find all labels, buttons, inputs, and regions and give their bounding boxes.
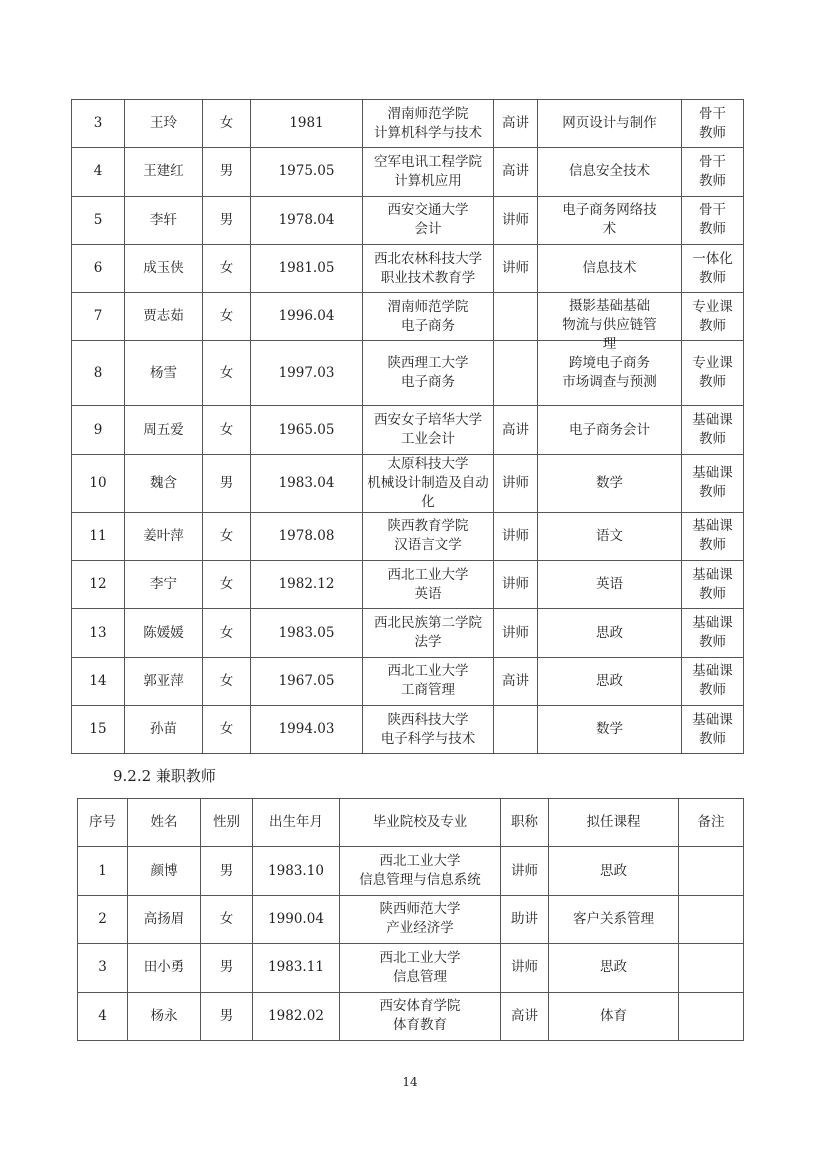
cell-no: 13 — [72, 609, 125, 657]
cell-note-line: 一体化 — [692, 250, 733, 267]
cell-no: 9 — [72, 406, 125, 454]
cell-courses-line: 理 — [602, 336, 617, 353]
cell-no: 7 — [72, 293, 125, 341]
cell-note-line: 教师 — [699, 484, 726, 501]
cell-name: 李轩 — [125, 196, 203, 244]
cell-course: 客户关系管理 — [549, 895, 679, 943]
cell-note-line: 教师 — [699, 317, 726, 334]
cell-gender: 女 — [203, 512, 251, 560]
major-name: 汉语言文学 — [394, 537, 462, 554]
cell-school-major — [363, 196, 494, 244]
cell-gender: 男 — [201, 847, 253, 895]
table-row — [72, 148, 744, 196]
table-row — [78, 895, 744, 943]
cell-no: 3 — [72, 100, 125, 148]
cell-name: 孙苗 — [125, 705, 203, 753]
cell-school-major — [363, 705, 494, 753]
cell-birth: 1997.03 — [251, 341, 363, 406]
cell-school-major — [340, 847, 501, 895]
major-name: 英语 — [414, 585, 442, 602]
cell-note — [682, 148, 744, 196]
cell-name: 郭亚萍 — [125, 657, 203, 705]
cell-gender: 男 — [203, 454, 251, 512]
table-row — [72, 609, 744, 657]
cell-courses-line: 摄影基础基础 — [569, 298, 650, 315]
cell-title: 讲师 — [494, 454, 538, 512]
cell-title: 高讲 — [494, 406, 538, 454]
cell-courses — [538, 657, 682, 705]
cell-title: 讲师 — [501, 944, 549, 992]
cell-note — [682, 512, 744, 560]
cell-birth: 1994.03 — [251, 705, 363, 753]
cell-title: 高讲 — [501, 992, 549, 1040]
cell-no: 14 — [72, 657, 125, 705]
major-name: 机械设计制造及自动化 — [367, 474, 489, 510]
cell-note-line: 基础课 — [692, 663, 733, 680]
table-row — [72, 196, 744, 244]
major-name: 产业经济学 — [386, 920, 454, 937]
cell-gender: 男 — [201, 992, 253, 1040]
section-heading: 9.2.2 兼职教师 — [113, 767, 216, 785]
cell-courses-line: 信息技术 — [582, 260, 637, 277]
cell-birth: 1996.04 — [251, 293, 363, 341]
cell-courses — [538, 705, 682, 753]
cell-name: 田小勇 — [128, 944, 201, 992]
cell-gender: 女 — [203, 100, 251, 148]
major-name: 工商管理 — [401, 682, 455, 699]
cell-note-line: 基础课 — [692, 711, 733, 728]
cell-note-line: 基础课 — [692, 566, 733, 583]
major-name: 法学 — [414, 634, 442, 651]
major-name: 工业会计 — [401, 431, 455, 448]
cell-school-major — [340, 944, 501, 992]
cell-course: 体育 — [549, 992, 679, 1040]
cell-no: 15 — [72, 705, 125, 753]
cell-school-major — [340, 895, 501, 943]
cell-title: 高讲 — [494, 148, 538, 196]
cell-courses-line: 物流与供应链管 — [562, 317, 657, 334]
cell-courses — [538, 609, 682, 657]
cell-birth: 1983.05 — [251, 609, 363, 657]
cell-note — [679, 944, 744, 992]
cell-birth: 1981.05 — [251, 244, 363, 292]
cell-school-major — [363, 244, 494, 292]
parttime-teachers-table — [77, 798, 744, 1041]
cell-birth: 1975.05 — [251, 148, 363, 196]
cell-title: 讲师 — [494, 244, 538, 292]
cell-name: 杨永 — [128, 992, 201, 1040]
header-birth: 出生年月 — [253, 799, 340, 847]
cell-school-major — [363, 100, 494, 148]
cell-course: 思政 — [549, 944, 679, 992]
header-school-major: 毕业院校及专业 — [340, 799, 501, 847]
cell-courses-line: 市场调查与预测 — [562, 374, 657, 391]
cell-no: 4 — [78, 992, 128, 1040]
cell-courses-line: 思政 — [596, 672, 623, 689]
cell-name: 王建红 — [125, 148, 203, 196]
table-row — [72, 512, 744, 560]
cell-note — [682, 705, 744, 753]
school-name: 渭南师范学院 — [387, 298, 469, 315]
table-row — [72, 561, 744, 609]
cell-name: 李宁 — [125, 561, 203, 609]
cell-school-major — [363, 657, 494, 705]
cell-birth: 1978.04 — [251, 196, 363, 244]
cell-course: 思政 — [549, 847, 679, 895]
cell-no: 3 — [78, 944, 128, 992]
cell-note-line: 基础课 — [692, 412, 733, 429]
school-name: 陕西科技大学 — [387, 711, 469, 728]
cell-courses-line: 术 — [602, 221, 617, 238]
cell-courses — [538, 244, 682, 292]
school-name: 西安交通大学 — [387, 202, 469, 219]
cell-school-major — [363, 561, 494, 609]
major-name: 电子商务 — [401, 374, 455, 391]
cell-name: 姜叶萍 — [125, 512, 203, 560]
cell-title — [494, 293, 538, 341]
cell-note-line: 教师 — [699, 634, 726, 651]
cell-note-line: 基础课 — [692, 518, 733, 535]
cell-note-line: 基础课 — [692, 615, 733, 632]
table-header-row — [78, 799, 744, 847]
school-name: 西安女子培华大学 — [374, 412, 482, 429]
cell-note-line: 教师 — [699, 221, 726, 238]
cell-gender: 男 — [203, 196, 251, 244]
cell-no: 5 — [72, 196, 125, 244]
cell-no: 12 — [72, 561, 125, 609]
cell-title: 讲师 — [494, 196, 538, 244]
cell-note — [682, 293, 744, 341]
cell-school-major — [363, 609, 494, 657]
cell-no: 2 — [78, 895, 128, 943]
cell-courses-line: 语文 — [596, 527, 623, 544]
cell-gender: 女 — [203, 705, 251, 753]
cell-note-line: 教师 — [699, 431, 726, 448]
cell-note-line: 专业课 — [692, 355, 733, 372]
cell-title: 高讲 — [494, 657, 538, 705]
cell-note-line: 专业课 — [692, 298, 733, 315]
fulltime-teachers-table — [71, 99, 744, 754]
cell-note-line: 骨干 — [699, 153, 726, 170]
cell-note — [682, 609, 744, 657]
cell-school-major — [363, 341, 494, 406]
page-number: 14 — [402, 1075, 418, 1089]
cell-courses — [538, 148, 682, 196]
school-name: 陕西教育学院 — [387, 518, 469, 535]
cell-note — [679, 895, 744, 943]
school-name: 西北工业大学 — [387, 566, 469, 583]
cell-courses — [538, 406, 682, 454]
cell-gender: 女 — [203, 406, 251, 454]
cell-name: 成玉侠 — [125, 244, 203, 292]
cell-school-major — [363, 406, 494, 454]
cell-school-major — [363, 293, 494, 341]
cell-birth: 1990.04 — [253, 895, 340, 943]
cell-gender: 男 — [203, 148, 251, 196]
school-name: 渭南师范学院 — [387, 105, 469, 122]
cell-gender: 女 — [203, 293, 251, 341]
major-name: 电子商务 — [401, 317, 455, 334]
header-note: 备注 — [679, 799, 744, 847]
cell-title: 助讲 — [501, 895, 549, 943]
table-row — [72, 293, 744, 341]
cell-note — [679, 992, 744, 1040]
cell-birth: 1982.02 — [253, 992, 340, 1040]
cell-birth: 1965.05 — [251, 406, 363, 454]
cell-note — [682, 244, 744, 292]
table-row — [78, 847, 744, 895]
cell-birth: 1983.04 — [251, 454, 363, 512]
cell-birth: 1983.10 — [253, 847, 340, 895]
cell-note — [682, 341, 744, 406]
cell-no: 6 — [72, 244, 125, 292]
cell-note-line: 教师 — [699, 172, 726, 189]
cell-courses-line: 英语 — [596, 576, 623, 593]
major-name: 会计 — [414, 221, 442, 238]
cell-courses — [538, 561, 682, 609]
cell-title — [494, 705, 538, 753]
cell-name: 贾志茹 — [125, 293, 203, 341]
cell-courses-line: 信息安全技术 — [569, 163, 650, 180]
cell-courses-line: 思政 — [596, 624, 623, 641]
cell-school-major — [363, 148, 494, 196]
cell-school-major — [363, 512, 494, 560]
cell-birth: 1982.12 — [251, 561, 363, 609]
cell-courses — [538, 100, 682, 148]
cell-courses — [538, 293, 682, 353]
major-name: 职业技术教育学 — [380, 269, 476, 286]
cell-school-major — [340, 992, 501, 1040]
cell-gender: 女 — [203, 609, 251, 657]
cell-courses — [538, 512, 682, 560]
table-row — [72, 454, 744, 512]
header-no: 序号 — [78, 799, 128, 847]
cell-note-line: 骨干 — [699, 105, 726, 122]
school-name: 西北农林科技大学 — [374, 250, 482, 267]
cell-note — [679, 847, 744, 895]
table-row — [72, 705, 744, 753]
table-row — [72, 406, 744, 454]
cell-courses-line: 网页设计与制作 — [562, 115, 657, 132]
cell-name: 高扬眉 — [128, 895, 201, 943]
cell-note-line: 教师 — [699, 269, 726, 286]
cell-note-line: 基础课 — [692, 465, 733, 482]
major-name: 体育教育 — [393, 1017, 447, 1034]
cell-gender: 女 — [203, 657, 251, 705]
cell-birth: 1981 — [251, 100, 363, 148]
cell-name: 周五爱 — [125, 406, 203, 454]
cell-title — [494, 341, 538, 406]
cell-title: 讲师 — [494, 512, 538, 560]
cell-courses — [538, 454, 682, 512]
major-name: 信息管理 — [393, 968, 447, 985]
cell-note — [682, 454, 744, 512]
cell-title: 高讲 — [494, 100, 538, 148]
cell-note-line: 骨干 — [699, 202, 726, 219]
major-name: 电子科学与技术 — [380, 730, 476, 747]
cell-courses-line: 数学 — [596, 474, 623, 491]
table-row — [72, 100, 744, 148]
table-row — [72, 657, 744, 705]
school-name: 陕西理工大学 — [387, 355, 469, 372]
table-row — [78, 992, 744, 1040]
cell-name: 颜博 — [128, 847, 201, 895]
major-name: 计算机应用 — [394, 172, 462, 189]
cell-note — [682, 406, 744, 454]
cell-gender: 女 — [203, 244, 251, 292]
school-name: 陕西师范大学 — [379, 901, 461, 918]
school-name: 空军电讯工程学院 — [374, 153, 482, 170]
cell-note — [682, 196, 744, 244]
cell-name: 魏含 — [125, 454, 203, 512]
cell-note-line: 教师 — [699, 537, 726, 554]
cell-note — [682, 100, 744, 148]
cell-note-line: 教师 — [699, 124, 726, 141]
cell-title: 讲师 — [501, 847, 549, 895]
cell-gender: 女 — [203, 561, 251, 609]
major-name: 计算机科学与技术 — [374, 124, 482, 141]
cell-note — [682, 657, 744, 705]
school-name: 太原科技大学 — [387, 455, 469, 472]
cell-name: 杨雪 — [125, 341, 203, 406]
cell-note-line: 教师 — [699, 730, 726, 747]
cell-note-line: 教师 — [699, 374, 726, 391]
cell-no: 1 — [78, 847, 128, 895]
cell-note-line: 教师 — [699, 585, 726, 602]
cell-title: 讲师 — [494, 561, 538, 609]
header-title: 职称 — [501, 799, 549, 847]
table-row — [78, 944, 744, 992]
cell-name: 陈媛媛 — [125, 609, 203, 657]
school-name: 西北工业大学 — [379, 853, 461, 870]
header-name: 姓名 — [128, 799, 201, 847]
cell-birth: 1983.11 — [253, 944, 340, 992]
cell-gender: 女 — [203, 341, 251, 406]
cell-no: 8 — [72, 341, 125, 406]
cell-no: 4 — [72, 148, 125, 196]
school-name: 西北工业大学 — [379, 949, 461, 966]
cell-courses-line: 数学 — [596, 721, 623, 738]
cell-gender: 女 — [201, 895, 253, 943]
cell-note — [682, 561, 744, 609]
cell-title: 讲师 — [494, 609, 538, 657]
cell-school-major — [363, 454, 494, 512]
cell-courses — [538, 196, 682, 244]
cell-courses-line: 跨境电子商务 — [569, 355, 650, 372]
school-name: 西安体育学院 — [379, 998, 461, 1015]
cell-courses-line: 电子商务网络技 — [562, 202, 657, 219]
cell-no: 10 — [72, 454, 125, 512]
cell-birth: 1967.05 — [251, 657, 363, 705]
major-name: 信息管理与信息系统 — [359, 872, 481, 889]
school-name: 西北工业大学 — [387, 663, 469, 680]
cell-courses-line: 电子商务会计 — [569, 421, 650, 438]
cell-gender: 男 — [201, 944, 253, 992]
cell-note-line: 教师 — [699, 682, 726, 699]
table-row — [72, 244, 744, 292]
header-gender: 性别 — [201, 799, 253, 847]
cell-name: 王玲 — [125, 100, 203, 148]
header-course: 拟任课程 — [549, 799, 679, 847]
cell-birth: 1978.08 — [251, 512, 363, 560]
school-name: 西北民族第二学院 — [374, 615, 482, 632]
cell-no: 11 — [72, 512, 125, 560]
